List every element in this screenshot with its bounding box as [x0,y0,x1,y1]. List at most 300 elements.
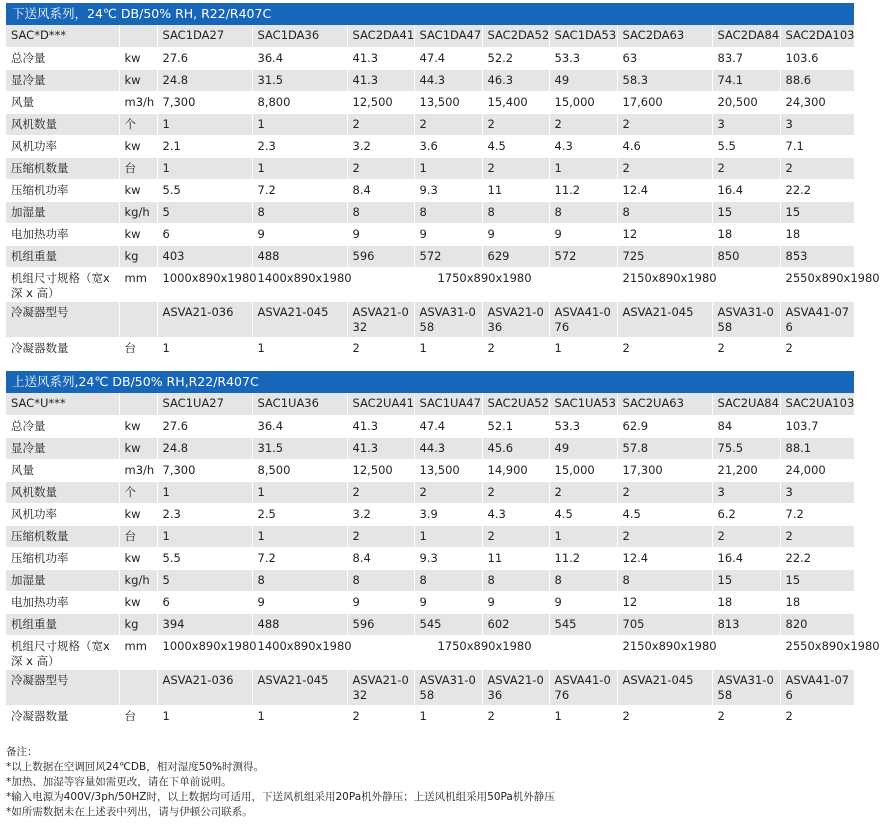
spec-value-cell: 9.3 [414,179,482,201]
note-line: *如所需数据未在上述表中列出，请与伊顿公司联系。 [6,806,253,818]
spec-value-cell: 8 [549,201,617,223]
spec-row [6,569,854,591]
spec-value-cell: 41.3 [347,437,414,459]
spec-value-cell: 46.3 [482,69,549,91]
model-name-cell: SAC2UA63 [617,393,712,415]
condenser-count-cell: 2 [712,705,780,727]
condenser-count-row [6,337,854,359]
spec-value-cell: 27.6 [157,47,252,69]
unit-cell [119,25,157,47]
spec-value-cell: 2 [482,481,549,503]
spec-value-cell: 1 [157,157,252,179]
size-value-cell: 1400x890x1980 [252,635,347,669]
spec-value-cell: 602 [482,613,549,635]
size-value-cell: 1750x890x1980 [347,267,617,301]
spec-name-cell: 风机数量 [6,481,119,503]
spec-value-cell: 15 [712,201,780,223]
spec-row [6,223,854,245]
model-name-cell: SAC2DA52 [482,25,549,47]
spec-value-cell: 1 [252,525,347,547]
spec-value-cell: 1 [252,113,347,135]
spec-value-cell: 6 [157,591,252,613]
note-line: *输入电源为400V/3ph/50HZ时，以上数据均可适用，下送风机组采用20Pa机外静压；上送风机组采用50Pa机外静压 [6,791,555,803]
condenser-model-cell: ASVA21-045 [617,301,712,337]
spec-value-cell: 47.4 [414,415,482,437]
spec-value-cell: 53.3 [549,47,617,69]
spec-value-cell: 1 [549,525,617,547]
model-name-cell: SAC2UA41 [347,393,414,415]
spec-value-cell: 2 [712,525,780,547]
model-header-row [6,25,854,47]
spec-value-cell: 9 [414,223,482,245]
spec-value-cell: 52.1 [482,415,549,437]
condenser-count-name-cell: 冷凝器数量 [6,337,119,359]
spec-value-cell: 88.1 [780,437,854,459]
spec-value-cell: 3 [780,481,854,503]
spec-value-cell: 24,000 [780,459,854,481]
spec-value-cell: 4.5 [549,503,617,525]
spec-unit-cell: kw [119,223,157,245]
spec-value-cell: 8 [414,201,482,223]
model-name-cell: SAC2DA103 [780,25,854,47]
spec-value-cell: 13,500 [414,459,482,481]
model-name-cell: SAC1UA53 [549,393,617,415]
spec-value-cell: 11.2 [549,179,617,201]
spec-value-cell: 572 [414,245,482,267]
condenser-row [6,669,854,705]
model-name-cell: SAC2DA41 [347,25,414,47]
spec-value-cell: 2 [414,481,482,503]
spec-value-cell: 22.2 [780,179,854,201]
spec-row [6,245,854,267]
condenser-model-cell: ASVA21-045 [617,669,712,705]
spec-value-cell: 2.5 [252,503,347,525]
condenser-model-cell: ASVA31-058 [712,669,780,705]
spec-row [6,481,854,503]
spec-value-cell: 21,200 [712,459,780,481]
spec-unit-cell: kg [119,613,157,635]
size-value-cell: 1750x890x1980 [347,635,617,669]
spec-value-cell: 74.1 [712,69,780,91]
spec-value-cell: 488 [252,245,347,267]
spec-value-cell: 103.6 [780,47,854,69]
spec-row [6,415,854,437]
spec-value-cell: 11.2 [549,547,617,569]
condenser-model-cell: ASVA21-032 [347,301,414,337]
spec-value-cell: 16.4 [712,179,780,201]
spec-row [6,47,854,69]
spec-value-cell: 58.3 [617,69,712,91]
spec-value-cell: 15,000 [549,91,617,113]
spec-value-cell: 9 [347,591,414,613]
spec-row [6,591,854,613]
model-name-cell: SAC2UA84 [712,393,780,415]
spec-value-cell: 41.3 [347,47,414,69]
spec-value-cell: 2 [617,157,712,179]
spec-unit-cell: kw [119,69,157,91]
spec-value-cell: 17,600 [617,91,712,113]
spec-row [6,547,854,569]
spec-value-cell: 44.3 [414,437,482,459]
condenser-count-cell: 2 [780,705,854,727]
spec-value-cell: 49 [549,437,617,459]
model-label-cell: SAC*U*** [6,393,119,415]
spec-value-cell: 4.6 [617,135,712,157]
spec-row [6,157,854,179]
spec-name-cell: 风量 [6,91,119,113]
spec-value-cell: 488 [252,613,347,635]
spec-value-cell: 8 [252,201,347,223]
note-line: *加热、加湿等容量如需更改，请在下单前说明。 [6,776,232,788]
spec-value-cell: 9 [252,591,347,613]
condenser-row [6,301,854,337]
spec-value-cell: 8 [347,569,414,591]
spec-value-cell: 15,400 [482,91,549,113]
model-name-cell: SAC1DA47 [414,25,482,47]
spec-name-cell: 总冷量 [6,415,119,437]
spec-value-cell: 20,500 [712,91,780,113]
spec-name-cell: 机组重量 [6,613,119,635]
spec-value-cell: 41.3 [347,69,414,91]
condenser-count-cell: 2 [482,337,549,359]
condenser-count-cell: 1 [157,337,252,359]
spec-value-cell: 4.3 [549,135,617,157]
downflow-spec-table [6,25,880,360]
spec-row [6,613,854,635]
spec-value-cell: 2 [347,481,414,503]
spec-value-cell: 53.3 [549,415,617,437]
spec-value-cell: 8 [617,201,712,223]
condenser-model-cell: ASVA31-058 [712,301,780,337]
spec-value-cell: 18 [712,223,780,245]
spec-value-cell: 9 [549,591,617,613]
spec-name-cell: 机组重量 [6,245,119,267]
spec-value-cell: 2 [347,525,414,547]
spec-name-cell: 加湿量 [6,569,119,591]
condenser-model-cell: ASVA31-058 [414,301,482,337]
model-name-cell: SAC2DA63 [617,25,712,47]
size-unit-cell: mm [119,267,157,301]
spec-row [6,113,854,135]
model-name-cell: SAC1UA36 [252,393,347,415]
spec-row [6,437,854,459]
size-unit-cell: mm [119,635,157,669]
model-name-cell: SAC1DA27 [157,25,252,47]
condenser-count-name-cell: 冷凝器数量 [6,705,119,727]
spec-value-cell: 7,300 [157,91,252,113]
spec-value-cell: 5.5 [157,179,252,201]
spec-unit-cell: kw [119,179,157,201]
spec-value-cell: 75.5 [712,437,780,459]
spec-value-cell: 9 [252,223,347,245]
spec-value-cell: 545 [414,613,482,635]
spec-name-cell: 总冷量 [6,47,119,69]
model-name-cell: SAC1DA53 [549,25,617,47]
spec-value-cell: 8,500 [252,459,347,481]
spec-value-cell: 3.2 [347,135,414,157]
spec-unit-cell: kw [119,415,157,437]
model-label-cell: SAC*D*** [6,25,119,47]
spec-value-cell: 2 [780,157,854,179]
condenser-name-cell: 冷凝器型号 [6,669,119,705]
spec-value-cell: 36.4 [252,47,347,69]
size-value-cell: 2150x890x1980 [617,635,780,669]
spec-value-cell: 3 [780,113,854,135]
condenser-model-cell: ASVA21-032 [347,669,414,705]
spec-value-cell: 2 [549,481,617,503]
spec-value-cell: 572 [549,245,617,267]
spec-row [6,201,854,223]
size-value-cell: 2550x890x1980 [780,635,854,669]
spec-unit-cell: 台 [119,157,157,179]
spec-value-cell: 18 [712,591,780,613]
condenser-model-cell: ASVA41-076 [549,669,617,705]
spec-value-cell: 8 [414,569,482,591]
spec-name-cell: 风量 [6,459,119,481]
spec-value-cell: 41.3 [347,415,414,437]
spec-value-cell: 2.1 [157,135,252,157]
upflow-section-title: 上送风系列,24℃ DB/50% RH,R22/R407C [6,371,854,393]
spec-value-cell: 8.4 [347,547,414,569]
size-value-cell: 1400x890x1980 [252,267,347,301]
spec-row [6,91,854,113]
spec-row [6,179,854,201]
notes-heading: 备注： [6,746,38,758]
spec-value-cell: 820 [780,613,854,635]
condenser-count-cell: 1 [157,705,252,727]
model-header-row [6,393,854,415]
spec-value-cell: 8 [252,569,347,591]
spec-unit-cell: kw [119,547,157,569]
spec-unit-cell: kw [119,135,157,157]
spec-value-cell: 7.2 [252,179,347,201]
condenser-model-cell: ASVA21-036 [482,669,549,705]
spec-value-cell: 17,300 [617,459,712,481]
spec-value-cell: 8 [482,201,549,223]
spec-value-cell: 9 [482,223,549,245]
spec-value-cell: 1 [157,525,252,547]
spec-value-cell: 14,900 [482,459,549,481]
spec-value-cell: 12.4 [617,179,712,201]
spec-value-cell: 8 [617,569,712,591]
condenser-count-cell: 1 [252,705,347,727]
condenser-count-cell: 1 [549,705,617,727]
spec-name-cell: 加湿量 [6,201,119,223]
size-row [6,635,854,669]
model-name-cell: SAC1UA47 [414,393,482,415]
upflow-spec-table [6,393,880,728]
spec-value-cell: 2.3 [157,503,252,525]
spec-unit-cell: kw [119,47,157,69]
spec-value-cell: 8,800 [252,91,347,113]
spec-value-cell: 24,300 [780,91,854,113]
spec-value-cell: 9 [482,591,549,613]
spec-value-cell: 2 [482,525,549,547]
condenser-count-cell: 1 [549,337,617,359]
spec-name-cell: 电加热功率 [6,223,119,245]
spec-unit-cell: kg/h [119,569,157,591]
spec-row [6,69,854,91]
upflow-section [6,371,880,728]
spec-value-cell: 1 [414,525,482,547]
condenser-count-cell: 2 [347,337,414,359]
spec-value-cell: 16.4 [712,547,780,569]
spec-value-cell: 57.8 [617,437,712,459]
spec-value-cell: 44.3 [414,69,482,91]
spec-value-cell: 52.2 [482,47,549,69]
spec-value-cell: 2 [482,157,549,179]
spec-value-cell: 62.9 [617,415,712,437]
spec-value-cell: 1 [252,157,347,179]
spec-value-cell: 2.3 [252,135,347,157]
condenser-count-unit-cell: 台 [119,705,157,727]
spec-value-cell: 12 [617,223,712,245]
spec-value-cell: 853 [780,245,854,267]
spec-value-cell: 2 [482,113,549,135]
spec-value-cell: 545 [549,613,617,635]
spec-value-cell: 2 [617,113,712,135]
condenser-count-cell: 2 [712,337,780,359]
spec-value-cell: 3 [712,113,780,135]
spec-value-cell: 31.5 [252,69,347,91]
spec-value-cell: 8 [549,569,617,591]
spec-value-cell: 2 [414,113,482,135]
spec-value-cell: 18 [780,223,854,245]
note-line: *以上数据在空调回风24℃DB，相对湿度50%时测得。 [6,761,265,773]
spec-value-cell: 47.4 [414,47,482,69]
condenser-model-cell: ASVA41-076 [549,301,617,337]
condenser-model-cell: ASVA41-076 [780,301,854,337]
size-value-cell: 1000x890x1980 [157,635,252,669]
spec-value-cell: 63 [617,47,712,69]
notes-block [6,745,854,820]
spec-value-cell: 15,000 [549,459,617,481]
condenser-count-cell: 2 [780,337,854,359]
condenser-unit-cell [119,301,157,337]
spec-value-cell: 1 [414,157,482,179]
spec-value-cell: 7.1 [780,135,854,157]
spec-value-cell: 5.5 [157,547,252,569]
spec-value-cell: 850 [712,245,780,267]
spec-value-cell: 2 [347,157,414,179]
spec-value-cell: 1 [252,481,347,503]
spec-value-cell: 7.2 [780,503,854,525]
spec-value-cell: 2 [712,157,780,179]
spec-name-cell: 风机功率 [6,503,119,525]
spec-unit-cell: 个 [119,481,157,503]
size-name-cell: 机组尺寸规格（宽x深 x 高） [6,267,119,301]
spec-unit-cell: kg/h [119,201,157,223]
spec-value-cell: 394 [157,613,252,635]
condenser-count-cell: 2 [617,337,712,359]
spec-unit-cell: m3/h [119,91,157,113]
condenser-name-cell: 冷凝器型号 [6,301,119,337]
spec-value-cell: 2 [780,525,854,547]
condenser-model-cell: ASVA31-058 [414,669,482,705]
spec-value-cell: 7.2 [252,547,347,569]
unit-cell [119,393,157,415]
size-value-cell: 2150x890x1980 [617,267,780,301]
spec-unit-cell: m3/h [119,459,157,481]
condenser-count-cell: 2 [482,705,549,727]
spec-value-cell: 103.7 [780,415,854,437]
spec-name-cell: 风机数量 [6,113,119,135]
condenser-model-cell: ASVA21-045 [252,301,347,337]
spec-value-cell: 45.6 [482,437,549,459]
model-name-cell: SAC1UA27 [157,393,252,415]
spec-value-cell: 15 [780,201,854,223]
spec-name-cell: 风机功率 [6,135,119,157]
spec-value-cell: 11 [482,547,549,569]
spec-value-cell: 3 [712,481,780,503]
spec-unit-cell: 台 [119,525,157,547]
size-name-cell: 机组尺寸规格（宽x深 x 高） [6,635,119,669]
spec-value-cell: 5 [157,569,252,591]
spec-value-cell: 31.5 [252,437,347,459]
spec-value-cell: 8.4 [347,179,414,201]
spec-value-cell: 12,500 [347,91,414,113]
spec-value-cell: 88.6 [780,69,854,91]
spec-value-cell: 3.6 [414,135,482,157]
spec-value-cell: 1 [157,481,252,503]
condenser-model-cell: ASVA21-036 [482,301,549,337]
condenser-model-cell: ASVA21-036 [157,301,252,337]
spec-value-cell: 83.7 [712,47,780,69]
spec-unit-cell: kw [119,503,157,525]
spec-row [6,459,854,481]
spec-row [6,503,854,525]
spec-value-cell: 9 [414,591,482,613]
spec-name-cell: 压缩机数量 [6,157,119,179]
spec-value-cell: 813 [712,613,780,635]
condenser-count-cell: 1 [252,337,347,359]
spec-unit-cell: kw [119,591,157,613]
spec-value-cell: 27.6 [157,415,252,437]
condenser-model-cell: ASVA21-045 [252,669,347,705]
spec-name-cell: 压缩机功率 [6,179,119,201]
spec-value-cell: 18 [780,591,854,613]
condenser-count-cell: 2 [617,705,712,727]
spec-value-cell: 15 [780,569,854,591]
spec-value-cell: 705 [617,613,712,635]
spec-value-cell: 84 [712,415,780,437]
condenser-count-cell: 2 [347,705,414,727]
condenser-model-cell: ASVA41-076 [780,669,854,705]
downflow-section [6,3,880,360]
spec-value-cell: 6 [157,223,252,245]
spec-value-cell: 15 [712,569,780,591]
spec-name-cell: 显冷量 [6,69,119,91]
size-value-cell: 1000x890x1980 [157,267,252,301]
model-name-cell: SAC2DA84 [712,25,780,47]
spec-name-cell: 电加热功率 [6,591,119,613]
spec-unit-cell: 个 [119,113,157,135]
spec-value-cell: 5 [157,201,252,223]
spec-value-cell: 12 [617,591,712,613]
spec-name-cell: 显冷量 [6,437,119,459]
spec-value-cell: 12,500 [347,459,414,481]
spec-value-cell: 9 [347,223,414,245]
spec-row [6,135,854,157]
spec-value-cell: 13,500 [414,91,482,113]
condenser-model-cell: ASVA21-036 [157,669,252,705]
spec-value-cell: 4.5 [617,503,712,525]
spec-value-cell: 8 [482,569,549,591]
spec-value-cell: 9 [549,223,617,245]
spec-value-cell: 2 [347,113,414,135]
condenser-unit-cell [119,669,157,705]
spec-value-cell: 7,300 [157,459,252,481]
